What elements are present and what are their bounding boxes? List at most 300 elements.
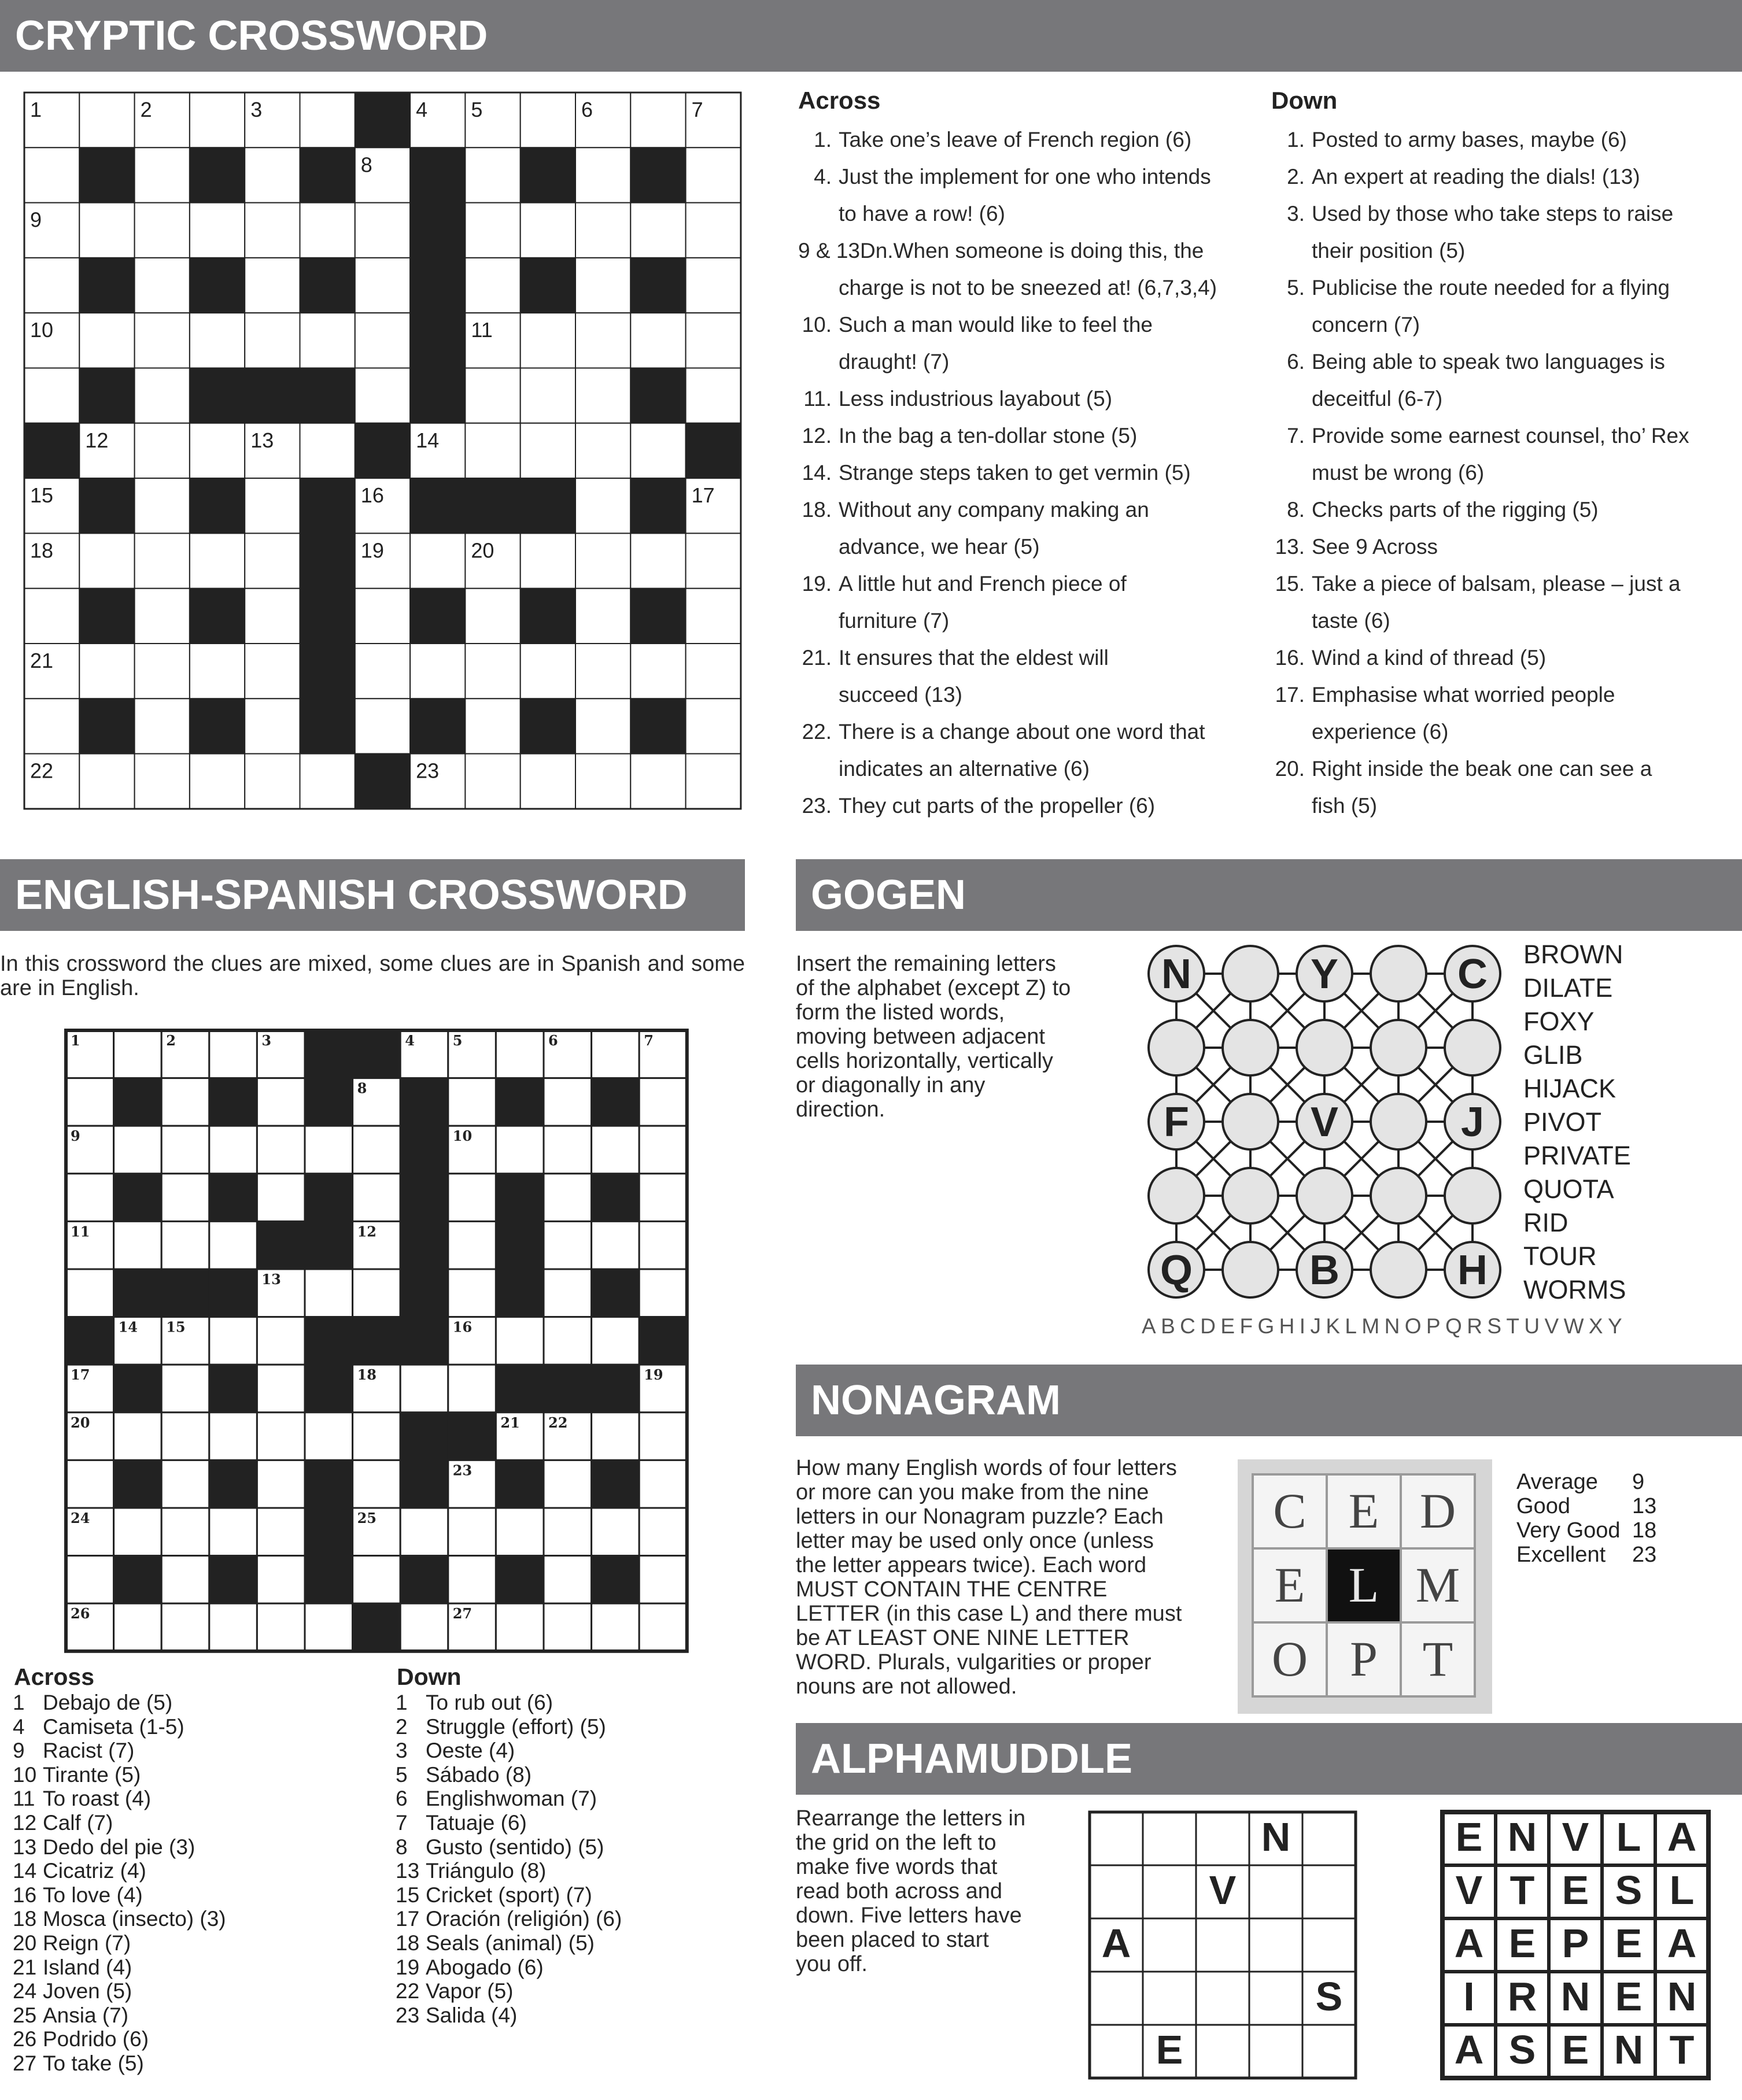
grid-cell[interactable] xyxy=(245,644,300,698)
grid-cell[interactable] xyxy=(24,258,79,313)
grid-cell[interactable] xyxy=(686,698,741,753)
grid-cell[interactable] xyxy=(575,644,630,698)
grid-cell[interactable] xyxy=(575,368,630,423)
grid-cell[interactable] xyxy=(161,1603,209,1651)
grid-cell[interactable] xyxy=(257,1365,305,1413)
grid-cell[interactable] xyxy=(245,258,300,313)
grid-cell[interactable] xyxy=(686,533,741,588)
clue-number: 7. xyxy=(1287,424,1305,448)
alphamuddle-cell[interactable] xyxy=(1143,1918,1196,1972)
grid-cell[interactable] xyxy=(161,1508,209,1556)
grid-cell[interactable] xyxy=(400,1508,448,1556)
grid-cell[interactable] xyxy=(190,423,245,478)
grid-cell[interactable] xyxy=(465,147,520,202)
clue-number: 14. xyxy=(802,461,832,485)
grid-cell[interactable] xyxy=(686,589,741,644)
grid-cell[interactable] xyxy=(448,1269,496,1317)
grid-cell[interactable] xyxy=(355,313,410,368)
grid-cell[interactable] xyxy=(639,1460,687,1508)
grid-cell[interactable] xyxy=(66,1078,114,1126)
grid-cell[interactable] xyxy=(521,313,575,368)
clue-item xyxy=(798,565,1238,639)
grid-cell[interactable] xyxy=(305,1126,353,1174)
alphamuddle-cell[interactable] xyxy=(1249,1865,1302,1918)
grid-cell[interactable] xyxy=(544,1603,592,1651)
grid-cell[interactable] xyxy=(353,1413,401,1461)
grid-cell[interactable] xyxy=(496,1317,544,1365)
clue-number: 5. xyxy=(1287,276,1305,300)
grid-cell[interactable] xyxy=(114,1126,162,1174)
grid-cell[interactable] xyxy=(135,313,190,368)
grid-cell[interactable] xyxy=(79,533,134,588)
english-spanish-down-clues xyxy=(383,1691,788,2027)
gogen-word: HIJACK xyxy=(1523,1074,1616,1103)
grid-cell[interactable] xyxy=(66,1460,114,1508)
clue-item xyxy=(383,1931,788,1955)
grid-cell[interactable] xyxy=(135,754,190,809)
grid-cell[interactable] xyxy=(114,1030,162,1078)
grid-cell[interactable] xyxy=(355,589,410,644)
alphamuddle-letter: T xyxy=(1669,2027,1695,2072)
block-cell xyxy=(79,589,134,644)
clue-number: 16 xyxy=(360,483,384,508)
gogen-cell[interactable] xyxy=(1445,1020,1500,1075)
grid-cell[interactable] xyxy=(135,423,190,478)
grid-cell[interactable] xyxy=(639,1078,687,1126)
grid-cell[interactable] xyxy=(209,1126,257,1174)
grid-cell[interactable] xyxy=(257,1317,305,1365)
grid-cell[interactable] xyxy=(135,644,190,698)
alphamuddle-cell[interactable] xyxy=(1302,1812,1356,1865)
clue-number: 9 xyxy=(30,208,42,232)
alphamuddle-letter: L xyxy=(1616,1814,1641,1859)
grid-cell[interactable] xyxy=(190,754,245,809)
grid-cell[interactable] xyxy=(448,1078,496,1126)
grid-cell[interactable] xyxy=(305,1269,353,1317)
grid-cell[interactable] xyxy=(400,1365,448,1413)
grid-cell[interactable] xyxy=(592,1317,640,1365)
grid-cell[interactable] xyxy=(521,533,575,588)
clue-item xyxy=(1271,750,1728,825)
grid-cell[interactable] xyxy=(592,1221,640,1269)
grid-cell[interactable] xyxy=(630,754,685,809)
grid-cell[interactable] xyxy=(79,644,134,698)
grid-cell[interactable] xyxy=(135,147,190,202)
grid-cell[interactable] xyxy=(135,589,190,644)
grid-cell[interactable] xyxy=(465,203,520,258)
english-spanish-grid[interactable] xyxy=(64,1028,691,1655)
clue-number: 2 xyxy=(140,98,152,121)
grid-cell[interactable] xyxy=(24,147,79,202)
grid-cell[interactable] xyxy=(24,589,79,644)
clue-item xyxy=(383,1715,788,1739)
grid-cell[interactable] xyxy=(257,1508,305,1556)
grid-cell[interactable] xyxy=(630,533,685,588)
grid-cell[interactable] xyxy=(592,1508,640,1556)
clue-text: See 9 Across xyxy=(1312,535,1438,559)
grid-cell[interactable] xyxy=(465,644,520,698)
grid-cell[interactable] xyxy=(496,1030,544,1078)
grid-cell[interactable] xyxy=(686,203,741,258)
alphamuddle-cell[interactable] xyxy=(1196,2025,1249,2078)
grid-cell[interactable] xyxy=(544,1460,592,1508)
gogen-grid[interactable] xyxy=(1139,937,1504,1307)
grid-cell[interactable] xyxy=(639,1269,687,1317)
nonagram-letter: P xyxy=(1350,1631,1378,1687)
clue-number: 10 xyxy=(13,1762,37,1787)
gogen-cell[interactable] xyxy=(1445,1168,1500,1223)
gogen-cell[interactable] xyxy=(1149,1020,1204,1075)
cryptic-grid[interactable] xyxy=(23,91,746,814)
alphamuddle-cell[interactable] xyxy=(1090,2025,1143,2078)
grid-cell[interactable] xyxy=(190,533,245,588)
grid-cell[interactable] xyxy=(257,1174,305,1222)
grid-cell[interactable] xyxy=(209,1508,257,1556)
grid-cell[interactable] xyxy=(114,1221,162,1269)
grid-cell[interactable] xyxy=(245,478,300,533)
gogen-cell[interactable] xyxy=(1371,946,1426,1001)
grid-cell[interactable] xyxy=(66,1556,114,1604)
grid-cell[interactable] xyxy=(161,1126,209,1174)
grid-cell[interactable] xyxy=(575,423,630,478)
grid-cell[interactable] xyxy=(135,478,190,533)
grid-cell[interactable] xyxy=(544,1174,592,1222)
alphamuddle-cell[interactable] xyxy=(1090,1865,1143,1918)
gogen-cell[interactable] xyxy=(1223,1242,1278,1297)
score-value: 9 xyxy=(1632,1470,1645,1494)
grid-cell[interactable] xyxy=(355,698,410,753)
grid-cell[interactable] xyxy=(521,93,575,147)
gogen-cell[interactable] xyxy=(1223,1168,1278,1223)
grid-cell[interactable] xyxy=(686,313,741,368)
clue-number: 2 xyxy=(166,1032,176,1049)
block-cell xyxy=(305,1174,353,1222)
grid-cell[interactable] xyxy=(630,644,685,698)
grid-cell[interactable] xyxy=(544,1221,592,1269)
grid-cell[interactable] xyxy=(355,258,410,313)
grid-cell[interactable] xyxy=(630,203,685,258)
gogen-cell[interactable] xyxy=(1297,1168,1352,1223)
grid-cell[interactable] xyxy=(575,203,630,258)
clue-text: Triángulo (8) xyxy=(426,1859,547,1883)
alphamuddle-cell[interactable] xyxy=(1302,2025,1356,2078)
alphamuddle-letter: I xyxy=(1463,1974,1475,2019)
alphamuddle-cell[interactable] xyxy=(1302,1865,1356,1918)
block-cell xyxy=(190,589,245,644)
clue-number: 18 xyxy=(357,1366,377,1384)
block-cell xyxy=(592,1556,640,1604)
score-row xyxy=(1516,1470,1690,1494)
grid-cell[interactable] xyxy=(66,1174,114,1222)
grid-cell[interactable] xyxy=(245,754,300,809)
grid-cell[interactable] xyxy=(300,313,355,368)
grid-cell[interactable] xyxy=(521,754,575,809)
grid-cell[interactable] xyxy=(639,1413,687,1461)
gogen-cell[interactable] xyxy=(1371,1242,1426,1297)
gogen-cell[interactable] xyxy=(1223,946,1278,1001)
clue-number: 5 xyxy=(396,1762,408,1787)
grid-cell[interactable] xyxy=(353,1174,401,1222)
grid-cell[interactable] xyxy=(465,258,520,313)
grid-cell[interactable] xyxy=(575,589,630,644)
gogen-cell[interactable] xyxy=(1297,1020,1352,1075)
grid-cell[interactable] xyxy=(639,1174,687,1222)
nonagram-grid xyxy=(1238,1459,1492,1714)
gogen-cell[interactable] xyxy=(1371,1094,1426,1149)
clue-number: 3. xyxy=(1287,202,1305,225)
grid-cell[interactable] xyxy=(544,1126,592,1174)
clue-number: 10. xyxy=(802,313,832,337)
grid-cell[interactable] xyxy=(521,644,575,698)
clue-item xyxy=(798,417,1238,454)
grid-cell[interactable] xyxy=(305,1603,353,1651)
grid-cell[interactable] xyxy=(575,754,630,809)
grid-cell[interactable] xyxy=(575,478,630,533)
grid-cell[interactable] xyxy=(190,93,245,147)
gogen-letter: Q xyxy=(1160,1247,1193,1293)
grid-cell[interactable] xyxy=(190,313,245,368)
grid-cell[interactable] xyxy=(592,1413,640,1461)
grid-cell[interactable] xyxy=(300,203,355,258)
grid-cell[interactable] xyxy=(161,1174,209,1222)
grid-cell[interactable] xyxy=(544,1317,592,1365)
clue-number: 10 xyxy=(30,318,54,342)
clue-number: 9 xyxy=(71,1127,80,1145)
clue-text: Posted to army bases, maybe (6) xyxy=(1312,128,1627,151)
grid-cell[interactable] xyxy=(355,203,410,258)
alphamuddle-cell[interactable] xyxy=(1090,1972,1143,2025)
grid-cell[interactable] xyxy=(24,698,79,753)
grid-cell[interactable] xyxy=(496,1508,544,1556)
grid-cell[interactable] xyxy=(305,1413,353,1461)
grid-cell[interactable] xyxy=(639,1556,687,1604)
grid-cell[interactable] xyxy=(521,368,575,423)
grid-cell[interactable] xyxy=(161,1365,209,1413)
grid-cell[interactable] xyxy=(161,1078,209,1126)
gogen-cell[interactable] xyxy=(1371,1020,1426,1075)
grid-cell[interactable] xyxy=(410,533,465,588)
clue-number: 20. xyxy=(1275,757,1305,781)
grid-cell[interactable] xyxy=(686,147,741,202)
grid-cell[interactable] xyxy=(592,1603,640,1651)
grid-cell[interactable] xyxy=(544,1078,592,1126)
grid-cell[interactable] xyxy=(135,368,190,423)
grid-cell[interactable] xyxy=(209,1030,257,1078)
grid-cell[interactable] xyxy=(544,1269,592,1317)
block-cell xyxy=(300,258,355,313)
grid-cell[interactable] xyxy=(245,698,300,753)
clue-number: 21 xyxy=(500,1414,520,1431)
clue-number: 16 xyxy=(452,1318,473,1336)
block-cell xyxy=(410,368,465,423)
grid-cell[interactable] xyxy=(686,368,741,423)
grid-cell[interactable] xyxy=(190,203,245,258)
grid-cell[interactable] xyxy=(353,1460,401,1508)
alphamuddle-cell[interactable] xyxy=(1143,1972,1196,2025)
block-cell xyxy=(114,1078,162,1126)
grid-cell[interactable] xyxy=(448,1365,496,1413)
grid-cell[interactable] xyxy=(257,1460,305,1508)
alphamuddle-cell[interactable] xyxy=(1090,1812,1143,1865)
grid-cell[interactable] xyxy=(496,1126,544,1174)
grid-cell[interactable] xyxy=(575,698,630,753)
grid-cell[interactable] xyxy=(496,1603,544,1651)
grid-cell[interactable] xyxy=(355,644,410,698)
gogen-cell[interactable] xyxy=(1223,1020,1278,1075)
grid-cell[interactable] xyxy=(686,754,741,809)
alphamuddle-cell[interactable] xyxy=(1196,1812,1249,1865)
alphamuddle-cell[interactable] xyxy=(1249,1972,1302,2025)
grid-cell[interactable] xyxy=(465,698,520,753)
clue-number: 12 xyxy=(85,428,109,452)
clue-item xyxy=(1271,639,1728,676)
grid-cell[interactable] xyxy=(114,1508,162,1556)
clue-text: Being able to speak two languages is deceitful (6-7) xyxy=(1312,350,1665,411)
clue-number: 16 xyxy=(13,1883,37,1907)
grid-cell[interactable] xyxy=(465,423,520,478)
grid-cell[interactable] xyxy=(465,589,520,644)
grid-cell[interactable] xyxy=(135,698,190,753)
grid-cell[interactable] xyxy=(79,93,134,147)
grid-cell[interactable] xyxy=(257,1126,305,1174)
grid-cell[interactable] xyxy=(521,423,575,478)
clue-number: 25 xyxy=(357,1510,377,1526)
grid-cell[interactable] xyxy=(245,313,300,368)
grid-cell[interactable] xyxy=(353,1269,401,1317)
grid-cell[interactable] xyxy=(245,147,300,202)
grid-cell[interactable] xyxy=(355,368,410,423)
grid-cell[interactable] xyxy=(639,1508,687,1556)
grid-cell[interactable] xyxy=(448,1556,496,1604)
grid-cell[interactable] xyxy=(300,93,355,147)
clue-item xyxy=(383,1883,788,1907)
grid-cell[interactable] xyxy=(465,754,520,809)
alphamuddle-cell[interactable] xyxy=(1196,1972,1249,2025)
grid-cell[interactable] xyxy=(448,1174,496,1222)
alphamuddle-answer-grid[interactable] xyxy=(1087,1810,1359,2081)
grid-cell[interactable] xyxy=(353,1556,401,1604)
grid-cell[interactable] xyxy=(575,533,630,588)
grid-cell[interactable] xyxy=(135,533,190,588)
grid-cell[interactable] xyxy=(209,1413,257,1461)
grid-cell[interactable] xyxy=(245,589,300,644)
grid-cell[interactable] xyxy=(639,1221,687,1269)
grid-cell[interactable] xyxy=(114,1603,162,1651)
grid-cell[interactable] xyxy=(245,533,300,588)
grid-cell[interactable] xyxy=(79,203,134,258)
grid-cell[interactable] xyxy=(686,258,741,313)
grid-cell[interactable] xyxy=(209,1603,257,1651)
alphamuddle-cell[interactable] xyxy=(1249,2025,1302,2078)
grid-cell[interactable] xyxy=(257,1078,305,1126)
alphamuddle-cell[interactable] xyxy=(1196,1918,1249,1972)
alphamuddle-cell[interactable] xyxy=(1249,1918,1302,1972)
alphamuddle-letter: E xyxy=(1615,1921,1643,1966)
grid-cell[interactable] xyxy=(410,644,465,698)
grid-cell[interactable] xyxy=(686,644,741,698)
grid-cell[interactable] xyxy=(448,1221,496,1269)
clue-number: 12 xyxy=(13,1810,37,1835)
alphamuddle-letter: N xyxy=(1614,2027,1644,2072)
grid-cell[interactable] xyxy=(161,1221,209,1269)
gogen-letter: V xyxy=(1310,1099,1339,1145)
grid-cell[interactable] xyxy=(114,1413,162,1461)
grid-cell[interactable] xyxy=(79,754,134,809)
grid-cell[interactable] xyxy=(630,93,685,147)
grid-cell[interactable] xyxy=(66,1269,114,1317)
grid-cell[interactable] xyxy=(161,1556,209,1604)
clue-text: Gusto (sentido) (5) xyxy=(426,1835,604,1859)
grid-cell[interactable] xyxy=(639,1126,687,1174)
grid-cell[interactable] xyxy=(190,644,245,698)
grid-cell[interactable] xyxy=(24,368,79,423)
grid-cell[interactable] xyxy=(575,313,630,368)
grid-cell[interactable] xyxy=(575,147,630,202)
grid-cell[interactable] xyxy=(257,1556,305,1604)
grid-cell[interactable] xyxy=(209,1221,257,1269)
grid-cell[interactable] xyxy=(257,1603,305,1651)
alphamuddle-letter: S xyxy=(1615,1868,1643,1913)
grid-cell[interactable] xyxy=(630,313,685,368)
alphamuddle-cell[interactable] xyxy=(1143,1812,1196,1865)
score-row xyxy=(1516,1494,1690,1518)
grid-cell[interactable] xyxy=(575,258,630,313)
block-cell xyxy=(209,1460,257,1508)
clue-number: 12 xyxy=(357,1223,377,1240)
clue-number: 27 xyxy=(13,2051,37,2075)
alphamuddle-letter: N xyxy=(1667,1974,1697,2019)
grid-cell[interactable] xyxy=(135,203,190,258)
grid-cell[interactable] xyxy=(592,1030,640,1078)
grid-cell[interactable] xyxy=(300,423,355,478)
alphamuddle-letter-grid xyxy=(1440,1810,1712,2081)
grid-cell[interactable] xyxy=(161,1460,209,1508)
grid-cell[interactable] xyxy=(448,1508,496,1556)
block-cell xyxy=(400,1078,448,1126)
gogen-cell[interactable] xyxy=(1149,1168,1204,1223)
alphamuddle-cell[interactable] xyxy=(1302,1918,1356,1972)
grid-cell[interactable] xyxy=(630,423,685,478)
grid-cell[interactable] xyxy=(353,1126,401,1174)
grid-cell[interactable] xyxy=(245,203,300,258)
grid-cell[interactable] xyxy=(135,258,190,313)
grid-cell[interactable] xyxy=(257,1413,305,1461)
grid-cell[interactable] xyxy=(161,1413,209,1461)
block-cell xyxy=(79,698,134,753)
grid-cell[interactable] xyxy=(465,368,520,423)
alphamuddle-letter: A xyxy=(1667,1921,1697,1966)
grid-cell[interactable] xyxy=(79,313,134,368)
grid-cell[interactable] xyxy=(544,1556,592,1604)
gogen-cell[interactable] xyxy=(1371,1168,1426,1223)
grid-cell[interactable] xyxy=(400,1603,448,1651)
alphamuddle-cell[interactable] xyxy=(1143,1865,1196,1918)
grid-cell[interactable] xyxy=(544,1508,592,1556)
block-cell xyxy=(496,1269,544,1317)
grid-cell[interactable] xyxy=(300,754,355,809)
clue-number: 11 xyxy=(71,1223,90,1240)
grid-cell[interactable] xyxy=(521,203,575,258)
grid-cell[interactable] xyxy=(639,1603,687,1651)
clue-item xyxy=(0,1931,382,1955)
block-cell xyxy=(300,589,355,644)
grid-cell[interactable] xyxy=(209,1317,257,1365)
alphamuddle-letter: L xyxy=(1669,1868,1695,1913)
grid-cell[interactable] xyxy=(592,1126,640,1174)
clue-text: Right inside the beak one can see a fish (5) xyxy=(1312,757,1652,818)
gogen-cell[interactable] xyxy=(1223,1094,1278,1149)
clue-text: Reign (7) xyxy=(43,1931,131,1955)
